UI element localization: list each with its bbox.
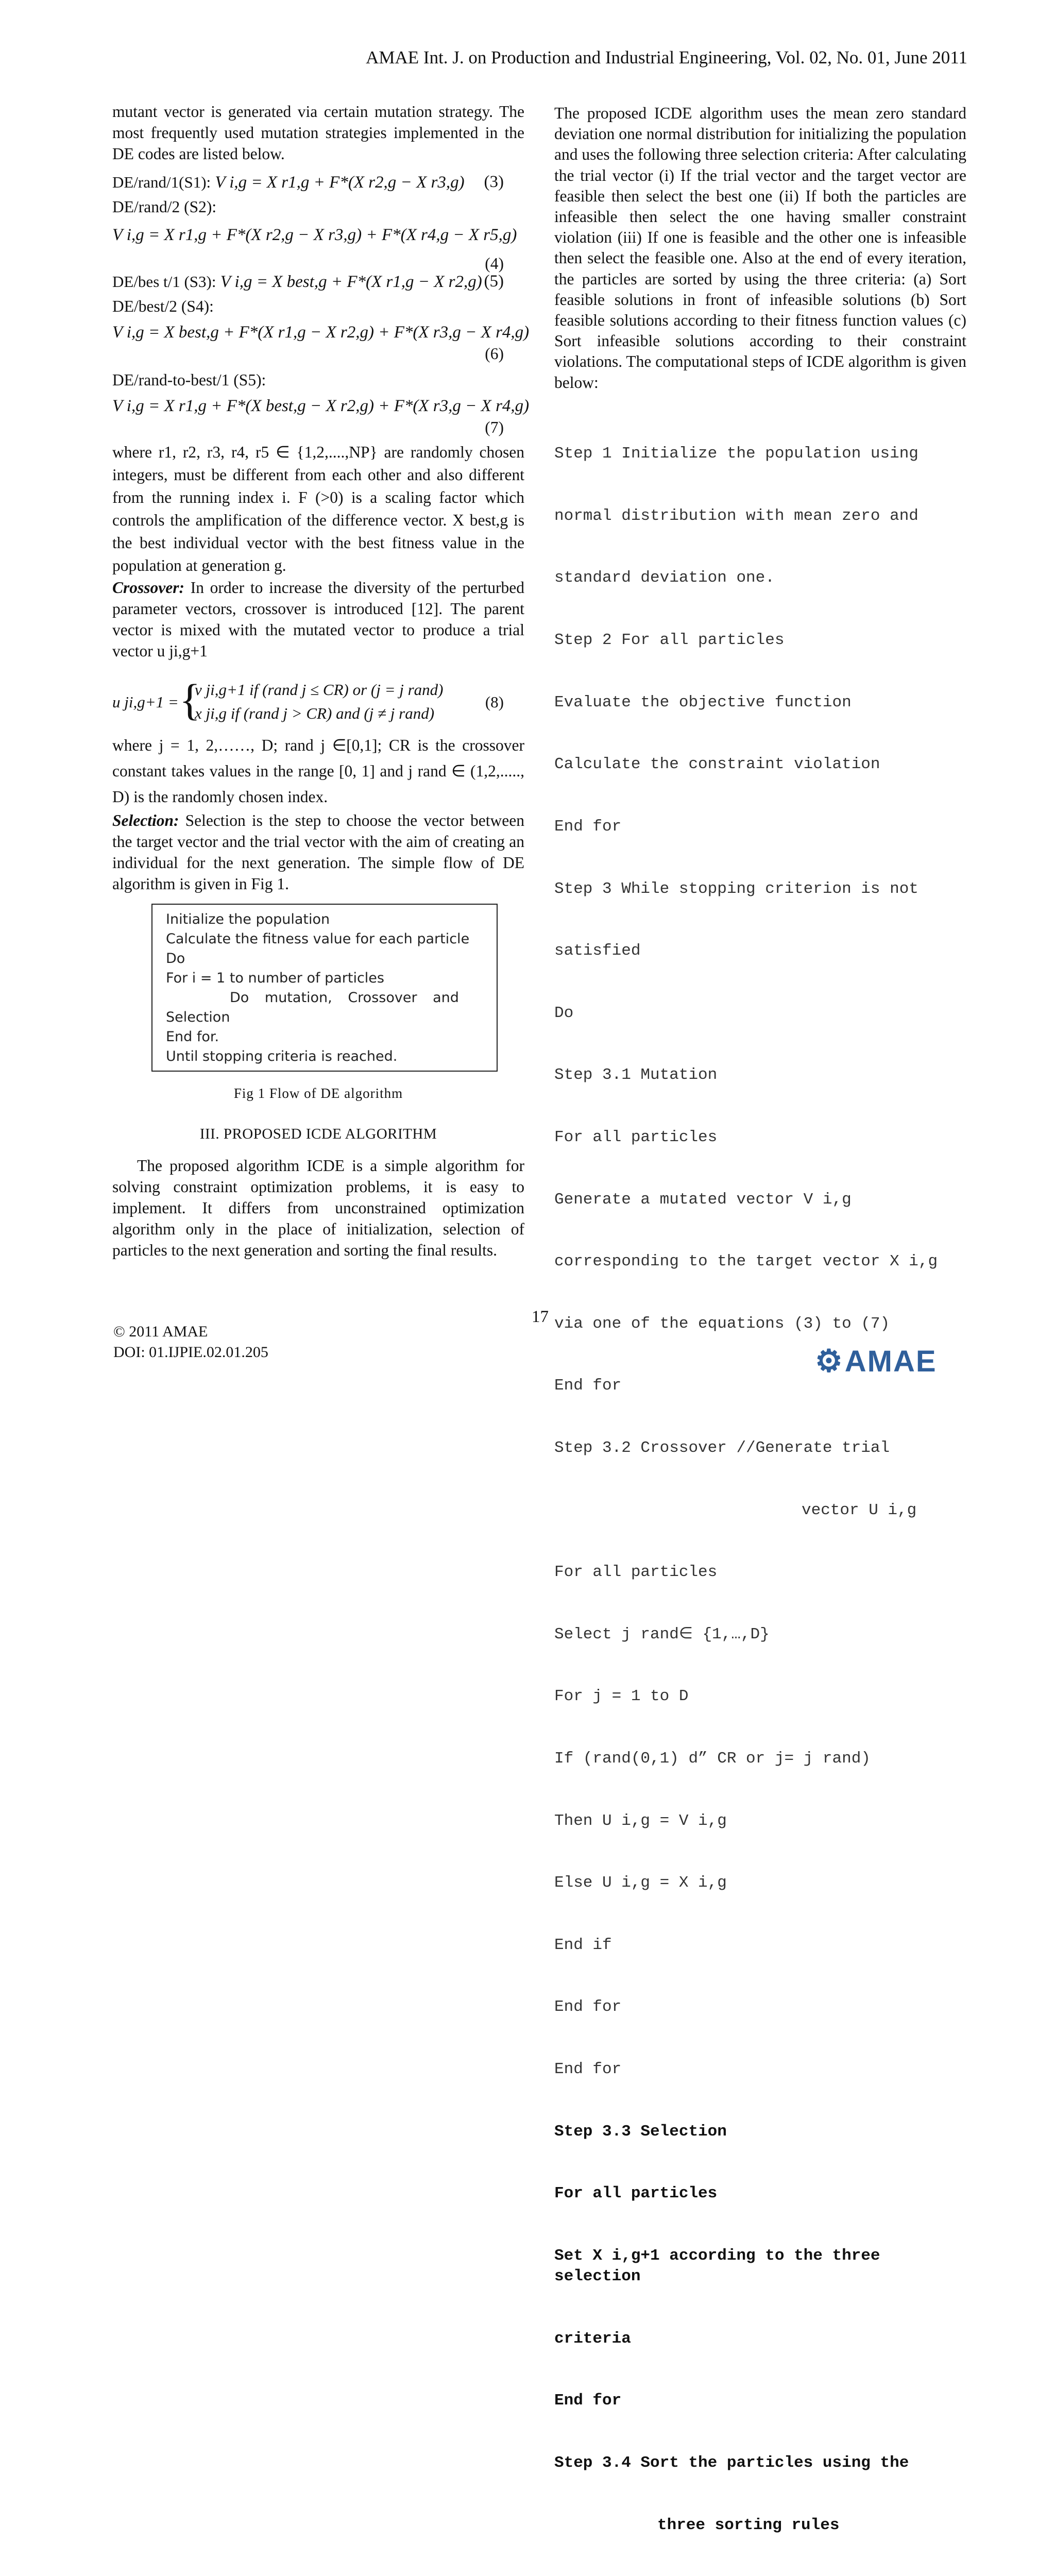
code-line: For all particles — [554, 1563, 718, 1582]
logo-mark-icon: ⚙ — [815, 1344, 843, 1378]
code-line: Step 3.4 Sort the particles using the — [554, 2453, 909, 2472]
figure-line: For i = 1 to number of particles — [166, 970, 384, 986]
code-line: For all particles — [554, 2184, 718, 2203]
selection-paragraph — [112, 810, 524, 894]
amae-logo — [815, 1346, 937, 1377]
section-3-paragraph: The proposed algorithm ICDE is a simple algorithm for solving constraint optimization problems, it is easy to implement. It differs from unconstrained optimization algorithm only in the place of initialization, selection of particles to the next generation and sorting the final results. — [112, 1157, 524, 1259]
equation-3 — [112, 172, 524, 196]
footer — [113, 1321, 268, 1363]
code-line: For all particles — [554, 1128, 718, 1146]
equation-8-case-1: v ji,g+1 if (rand j ≤ CR) or (j = j rand) — [195, 681, 444, 699]
selection-text: Selection is the step to choose the vector between the target vector and the trial vector with the aim of creating an individual for the next generation. The simple flow of DE algorithm is given in Fig 1. — [112, 811, 524, 893]
code-line: Do — [554, 1004, 574, 1022]
equation-5 — [112, 271, 524, 296]
code-line: End for — [554, 2060, 622, 2079]
crossover-paragraph — [112, 577, 524, 662]
equation-6-label: DE/best/2 (S4): — [112, 297, 214, 315]
code-line: For j = 1 to D — [554, 1687, 689, 1706]
figure-line: Initialize the population — [166, 911, 330, 927]
equation-4-number: (4) — [485, 255, 504, 273]
equation-5-label: DE/bes t/1 (S3): — [112, 273, 216, 291]
figure-line: Calculate the fitness value for each particle — [166, 931, 470, 947]
equation-7-label: DE/rand-to-best/1 (S5): — [112, 371, 266, 389]
page-number: 17 — [532, 1308, 549, 1326]
equation-3-body: V i,g = X r1,g + F*(X r2,g − X r3,g) — [215, 173, 465, 192]
figure-line: Do mutation, Crossover and — [230, 990, 459, 1006]
equation-7-number: (7) — [485, 418, 504, 436]
figure-caption: Fig 1 Flow of DE algorithm — [233, 1086, 403, 1101]
code-line: corresponding to the target vector X i,g — [554, 1252, 938, 1271]
code-line: standard deviation one. — [554, 569, 775, 587]
crossover-text: In order to increase the diversity of the perturbed parameter vectors, crossover is introduced [12]. The parent vector is mixed with the mutated vector to produce a trial vector u ji,g+1 — [112, 579, 524, 660]
logo-text: AMAE — [844, 1344, 937, 1378]
code-line: Set X i,g+1 according to the three selection — [554, 2246, 890, 2286]
code-line: three sorting rules — [657, 2516, 840, 2534]
equation-8-lhs: u ji,g+1 = — [112, 693, 179, 711]
right-column — [554, 103, 966, 2576]
code-line: Generate a mutated vector V i,g — [554, 1190, 852, 1209]
icde-intro-paragraph: The proposed ICDE algorithm uses the mean zero standard deviation one normal distribution for initializing the population and uses the following three selection criteria: After calculating the trial vector (i) If the trial vector and the target vector are feasible then select the best one (ii) If both the particles are infeasible then select the one having smaller constraint violation (iii) If one is feasible and the other one is infeasible then select the feasible one. Also at the end of every iteration, the particles are sorted by using the three criteria: (a) Sort feasible solutions in front of infeasible solutions (b) Sort feasible solutions according to their fitness function values (c) Sort infeasible solutions according to their constraint violations. The computational steps of ICDE algorithm is given below: — [554, 104, 966, 392]
crossover-heading: Crossover: — [112, 579, 184, 597]
code-line: vector U i,g — [802, 1501, 917, 1519]
code-line: Else U i,g = X i,g — [554, 1874, 727, 1892]
code-line: If (rand(0,1) d” CR or j= j rand) — [554, 1750, 871, 1768]
selection-heading: Selection: — [112, 811, 179, 829]
equation-5-number: (5) — [484, 272, 504, 291]
code-line: End for — [554, 1998, 622, 2016]
code-line: End for — [554, 2392, 622, 2410]
equation-4-label: DE/rand/2 (S2): — [112, 198, 217, 216]
code-line: Then U i,g = V i,g — [554, 1811, 727, 1830]
code-line: Step 2 For all particles — [554, 631, 785, 650]
code-line: normal distribution with mean zero and — [554, 506, 918, 525]
algorithm-steps — [554, 402, 966, 2576]
code-line: criteria — [554, 2329, 631, 2348]
equation-3-label: DE/rand/1(S1): — [112, 173, 211, 191]
figure-line: Do — [166, 951, 185, 967]
code-line: Step 3.2 Crossover //Generate trial — [554, 1439, 890, 1457]
code-line: Step 3.1 Mutation — [554, 1066, 718, 1084]
code-line: End for — [554, 817, 622, 836]
equation-7-body: V i,g = X r1,g + F*(X best,g − X r2,g) + F*(X r3,g − X r4,g) — [112, 397, 530, 415]
intro-paragraph: mutant vector is generated via certain mutation strategy. The most frequently used mutation strategies implemented in the DE codes are listed below. — [112, 103, 524, 163]
equation-6-body: V i,g = X best,g + F*(X r1,g − X r2,g) + F*(X r3,g − X r4,g) — [112, 323, 530, 342]
code-line: Calculate the constraint violation — [554, 755, 880, 774]
equation-8 — [112, 677, 524, 728]
code-line: End for — [554, 1377, 622, 1395]
equation-8-case-2: x ji,g if (rand j > CR) and (j ≠ j rand) — [195, 704, 435, 722]
where-paragraph: where r1, r2, r3, r4, r5 ∈ {1,2,....,NP} are randomly chosen integers, must be different from each other and also different from the running index i. F (>0) is a scaling factor which controls the amplification of the difference vector. X best,g is the best individual vector with the best fitness value in the population at generation g. — [112, 443, 524, 574]
doi: DOI: 01.IJPIE.02.01.205 — [113, 1344, 268, 1361]
equation-6-number: (6) — [485, 345, 504, 363]
left-column — [112, 101, 530, 1261]
running-header: AMAE Int. J. on Production and Industrial Engineering, Vol. 02, No. 01, June 2011 — [366, 47, 967, 67]
equation-3-number: (3) — [484, 173, 504, 191]
code-line: via one of the equations (3) to (7) — [554, 1314, 890, 1333]
code-line: Step 3 While stopping criterion is not — [554, 879, 918, 898]
figure-line: End for. — [166, 1029, 219, 1045]
figure-line: Selection — [166, 1009, 230, 1025]
code-line: Step 3.3 Selection — [554, 2122, 727, 2141]
where-j-paragraph: where j = 1, 2,……, D; rand j ∈[0,1]; CR is the crossover constant takes values in the range [0, 1] and j rand ∈ (1,2,....., D) is the randomly chosen index. — [112, 736, 524, 806]
code-line: Evaluate the objective function — [554, 693, 852, 711]
code-line: Step 1 Initialize the population using — [554, 445, 918, 463]
equation-4-body: V i,g = X r1,g + F*(X r2,g − X r3,g) + F*(X r4,g − X r5,g) — [112, 226, 517, 244]
figure-line: Until stopping criteria is reached. — [166, 1048, 398, 1064]
section-3-heading: III. PROPOSED ICDE ALGORITHM — [199, 1126, 437, 1142]
copyright: © 2011 AMAE — [113, 1323, 208, 1340]
de-flow-figure — [151, 904, 498, 1072]
code-line: Select j rand∈ {1,…,D} — [554, 1625, 770, 1643]
code-line: End if — [554, 1936, 612, 1954]
equation-8-brace: { — [179, 675, 201, 724]
equation-5-body: V i,g = X best,g + F*(X r1,g − X r2,g) — [220, 273, 482, 291]
equation-8-number: (8) — [485, 693, 504, 711]
code-line: satisfied — [554, 942, 641, 960]
